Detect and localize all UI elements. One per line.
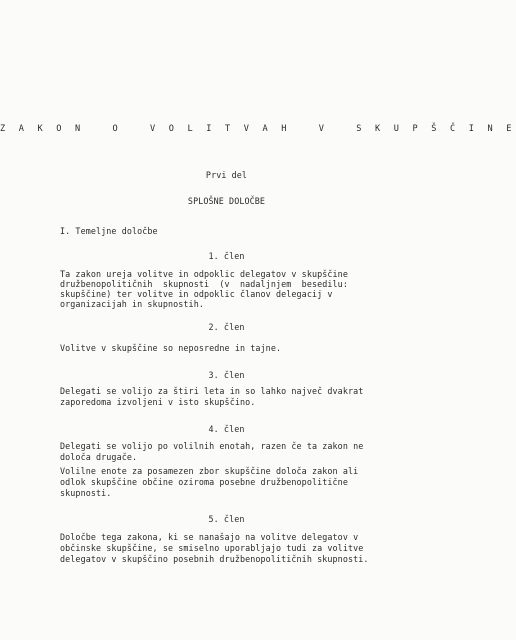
article-heading: 1. člen [208,251,245,261]
article-heading: 2. člen [208,322,245,332]
article-text-line: občinske skupščine, se smiselno uporabljajo tudi za volitve [60,543,364,553]
article-text-line: družbenopolitičnih skupnosti (v nadaljnjem besedilu: [60,279,348,289]
general-provisions-heading: SPLOŠNE DOLOČBE [187,196,266,206]
article-text-line: Določbe tega zakona, ki se nanašajo na volitve delegatov v [60,532,359,542]
article-text-line: delegatov v skupščino posebnih družbenopolitičnih skupnosti. [60,554,369,564]
section-heading: I. Temeljne določbe [60,226,158,236]
article-text-line: zaporedoma izvoljeni v isto skupščino. [60,397,256,407]
article-text-line: Ta zakon ureja volitve in odpoklic delegatov v skupščine [60,269,348,279]
article-text-line: določa drugače. [60,452,138,462]
article-text-line: skupščine) ter volitve in odpoklic članov delegacij v [60,289,333,299]
article-text-line: skupnosti. [60,488,112,498]
article-text-line: Delegati se volijo po volilnih enotah, razen če ta zakon ne [60,441,364,451]
article-heading: 4. člen [208,424,245,434]
part-heading: Prvi del [205,170,248,180]
article-text-line: odlok skupščine občine oziroma posebne družbenopolitične [60,477,348,487]
article-heading: 5. člen [208,514,245,524]
article-text-line: Delegati se volijo za štiri leta in so lahko največ dvakrat [60,386,364,396]
article-text-line: organizacijah in skupnostih. [60,299,204,309]
article-text-line: Volilne enote za posamezen zbor skupščine določa zakon ali [60,466,359,476]
law-title: Z A K O N O V O L I T V A H V S K U P Š Č I N E [0,124,516,134]
article-heading: 3. člen [208,370,245,380]
article-text-line: Volitve v skupščine so neposredne in tajne. [60,343,282,353]
